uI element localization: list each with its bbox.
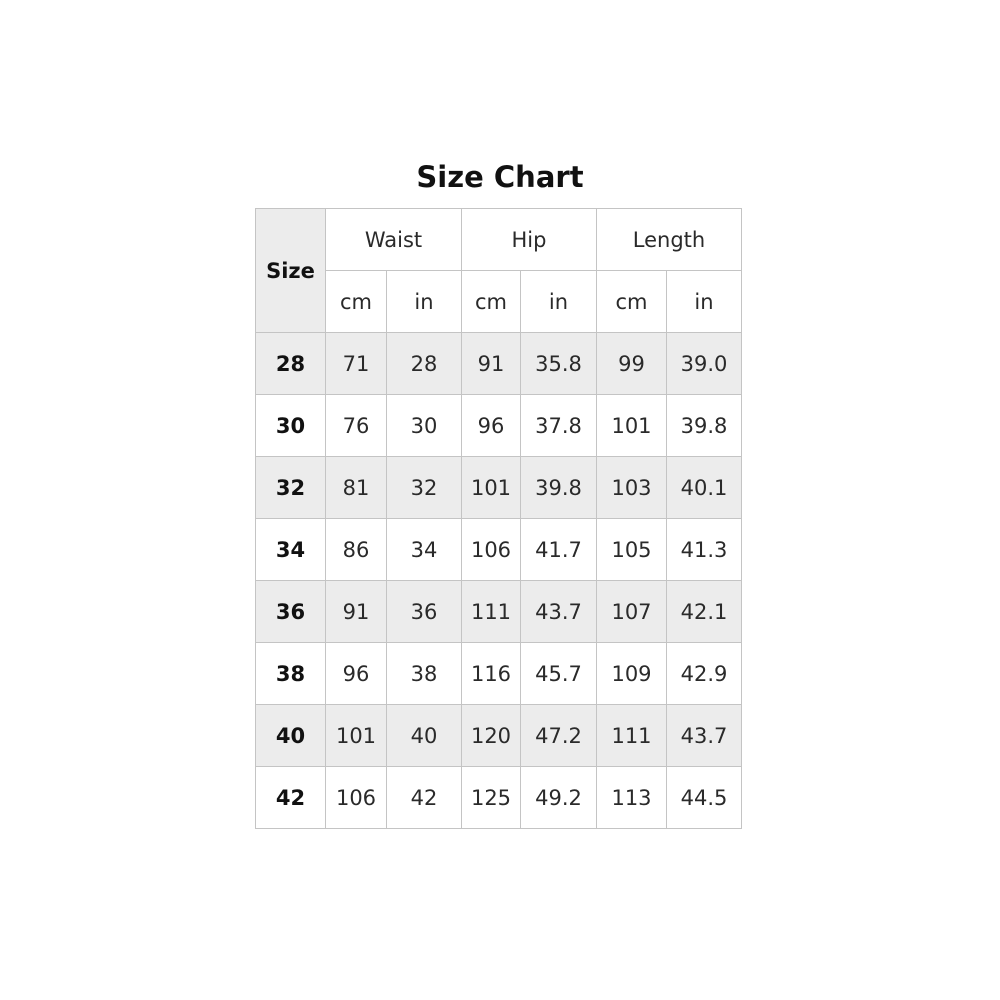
table-cell: 39.8 — [521, 457, 597, 519]
table-cell: 43.7 — [667, 705, 742, 767]
table-cell: 109 — [597, 643, 667, 705]
unit-header: cm — [597, 271, 667, 333]
unit-header: in — [667, 271, 742, 333]
table-cell: 41.7 — [521, 519, 597, 581]
table-cell: 113 — [597, 767, 667, 829]
table-cell: 125 — [462, 767, 521, 829]
table-cell: 40 — [387, 705, 462, 767]
table-cell: 96 — [326, 643, 387, 705]
table-row — [256, 519, 742, 581]
table-cell: 39.0 — [667, 333, 742, 395]
size-cell: 32 — [256, 457, 326, 519]
table-cell: 32 — [387, 457, 462, 519]
table-cell: 36 — [387, 581, 462, 643]
unit-header: cm — [326, 271, 387, 333]
size-cell: 42 — [256, 767, 326, 829]
table-cell: 116 — [462, 643, 521, 705]
table-row — [256, 767, 742, 829]
size-cell: 28 — [256, 333, 326, 395]
table-cell: 96 — [462, 395, 521, 457]
table-cell: 81 — [326, 457, 387, 519]
table-cell: 42 — [387, 767, 462, 829]
table-cell: 91 — [462, 333, 521, 395]
table-cell: 71 — [326, 333, 387, 395]
table-row — [256, 395, 742, 457]
unit-header: cm — [462, 271, 521, 333]
length-column-header: Length — [597, 209, 742, 271]
table-cell: 101 — [326, 705, 387, 767]
table-cell: 41.3 — [667, 519, 742, 581]
table-cell: 40.1 — [667, 457, 742, 519]
table-cell: 43.7 — [521, 581, 597, 643]
table-cell: 86 — [326, 519, 387, 581]
table-unit-row — [256, 271, 742, 333]
table-cell: 38 — [387, 643, 462, 705]
table-cell: 42.1 — [667, 581, 742, 643]
size-cell: 38 — [256, 643, 326, 705]
unit-header: in — [387, 271, 462, 333]
table-row — [256, 333, 742, 395]
table-cell: 45.7 — [521, 643, 597, 705]
table-cell: 39.8 — [667, 395, 742, 457]
table-cell: 101 — [597, 395, 667, 457]
table-cell: 37.8 — [521, 395, 597, 457]
table-row — [256, 581, 742, 643]
size-column-header: Size — [256, 209, 326, 333]
table-cell: 101 — [462, 457, 521, 519]
table-header-row — [256, 209, 742, 271]
table-cell: 42.9 — [667, 643, 742, 705]
table-cell: 111 — [462, 581, 521, 643]
table-cell: 30 — [387, 395, 462, 457]
table-cell: 76 — [326, 395, 387, 457]
table-cell: 35.8 — [521, 333, 597, 395]
unit-header: in — [521, 271, 597, 333]
table-cell: 91 — [326, 581, 387, 643]
hip-column-header: Hip — [462, 209, 597, 271]
table-cell: 106 — [326, 767, 387, 829]
size-cell: 36 — [256, 581, 326, 643]
table-cell: 111 — [597, 705, 667, 767]
table-cell: 28 — [387, 333, 462, 395]
table-cell: 44.5 — [667, 767, 742, 829]
table-row — [256, 643, 742, 705]
table-cell: 106 — [462, 519, 521, 581]
size-cell: 30 — [256, 395, 326, 457]
size-chart-table — [255, 208, 742, 829]
table-cell: 47.2 — [521, 705, 597, 767]
table-row — [256, 705, 742, 767]
page-title: Size Chart — [416, 160, 584, 194]
table-cell: 34 — [387, 519, 462, 581]
table-cell: 107 — [597, 581, 667, 643]
table-cell: 120 — [462, 705, 521, 767]
table-cell: 99 — [597, 333, 667, 395]
size-cell: 40 — [256, 705, 326, 767]
table-cell: 49.2 — [521, 767, 597, 829]
table-cell: 103 — [597, 457, 667, 519]
table-cell: 105 — [597, 519, 667, 581]
waist-column-header: Waist — [326, 209, 462, 271]
size-cell: 34 — [256, 519, 326, 581]
table-row — [256, 457, 742, 519]
